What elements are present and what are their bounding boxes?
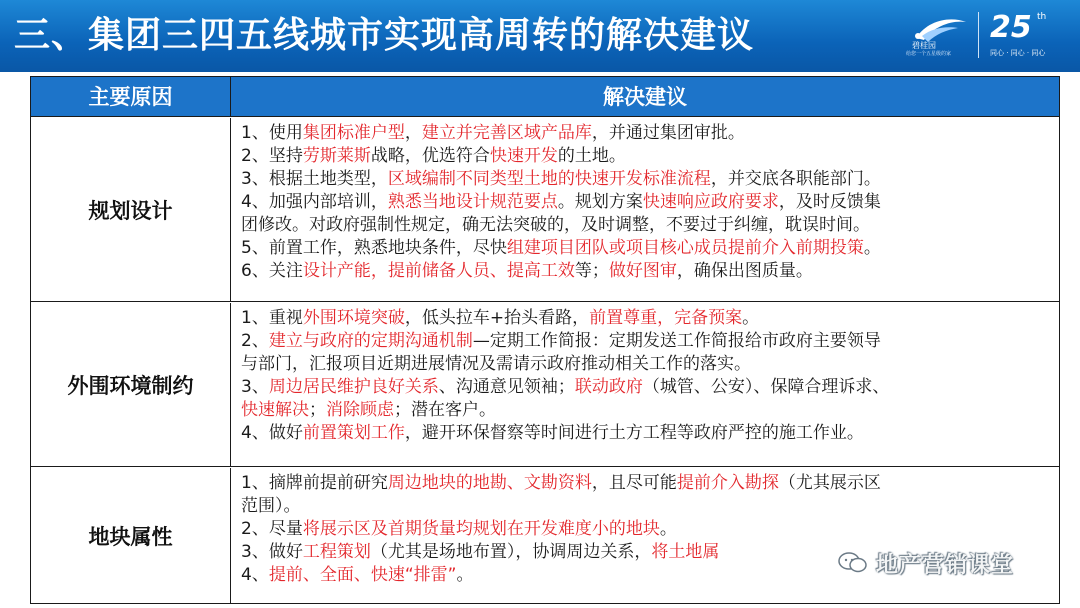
brand-name: 碧桂园: [912, 41, 936, 50]
advice-text: ，低头拉车+抬头看路，: [404, 308, 590, 328]
anniversary-slogan: 同心 · 同心 · 同心: [990, 49, 1046, 57]
anniversary-superscript: th: [1037, 12, 1047, 22]
advice-text: 5、前置工作，熟悉地块条件，尽快: [241, 238, 507, 258]
advice-text: 3、根据土地类型，: [241, 169, 388, 189]
suggestion-table: [30, 76, 1060, 604]
advice-text: —定期工作简报：定期发送工作简报给市政府主要领导: [472, 331, 881, 351]
highlight-text: 建立与政府的定期沟通机制: [268, 331, 473, 351]
advice-line: [241, 376, 1049, 399]
advice-line: [241, 422, 1049, 445]
highlight-text: 快速开发: [489, 146, 558, 166]
highlight-text: 周边地块的地勘、文勘资料: [387, 473, 592, 493]
advice-text: 、沟通意见领袖；: [438, 377, 575, 397]
advice-text: （城管、公安）、保障合理诉求、: [642, 377, 890, 397]
watermark-text: 地产营销课堂: [876, 553, 1015, 578]
advice-text: 2、尽量: [241, 519, 303, 539]
advice-text: 。: [456, 565, 474, 585]
advice-line: [241, 518, 1049, 541]
highlight-text: 将土地属: [651, 542, 720, 562]
advice-line: [241, 353, 1049, 376]
advice-line: [241, 191, 1049, 214]
highlight-text: 工程策划: [302, 542, 371, 562]
advice-text: ，并交底各职能部门。: [710, 169, 881, 189]
advice-text: 等；: [574, 261, 609, 281]
highlight-text: 周边居民维护良好关系: [268, 377, 439, 397]
highlight-text: 前置策划工作: [302, 423, 405, 443]
table-row-environment: [31, 303, 1059, 467]
advice-text: ，避开环保督察等时间进行土方工程等政府严控的施工作业。: [404, 423, 864, 443]
highlight-text: 做好图审: [608, 261, 677, 281]
advice-text: ，并通过集团审批。: [591, 123, 745, 143]
advice-text: 2、: [241, 331, 269, 351]
highlight-text: 建立并完善区域产品库: [421, 123, 592, 143]
advice-text: 1、使用: [241, 123, 303, 143]
logo-area: [906, 8, 1066, 64]
highlight-text: 组建项目团队或项目核心成员提前介入前期投策: [506, 238, 864, 258]
advice-text: 战略，优选符合: [370, 146, 490, 166]
advice-text: （尤其是场地布置），协调周边关系，: [370, 542, 652, 562]
table-row-land: [31, 468, 1059, 604]
reason-cell: 地块属性: [31, 468, 231, 604]
slide-header: [0, 0, 1080, 72]
highlight-text: 将展示区及首期货量均规划在开发难度小的地块: [302, 519, 660, 539]
table-row-planning: [31, 118, 1059, 302]
advice-text: 4、做好: [241, 423, 303, 443]
highlight-text: 消除顾虑: [326, 400, 394, 420]
highlight-text: 联动政府: [574, 377, 643, 397]
wechat-icon: [838, 552, 868, 574]
advice-text: 1、摘牌前提前研究: [241, 473, 388, 493]
advice-text: ，及时反馈集: [778, 192, 881, 212]
advice-text: 。: [863, 238, 881, 258]
advice-line: [241, 168, 1049, 191]
advice-line: [241, 399, 1049, 422]
highlight-text: 设计产能，提前储备人员、提高工效: [302, 261, 575, 281]
advice-line: [241, 330, 1049, 353]
advice-line: [241, 237, 1049, 260]
advice-text: ，且尽可能: [591, 473, 677, 493]
advice-text: 。规划方案: [557, 192, 643, 212]
advice-text: 团修改。对政府强制性规定，确无法突破的，及时调整，不要过于纠缠，耽误时间。: [241, 215, 870, 235]
advice-text: ，: [404, 123, 422, 143]
logo-divider: [978, 12, 979, 58]
advice-text: 4、加强内部培训，: [241, 192, 388, 212]
advice-line: [241, 260, 1049, 283]
anniversary-mark: 25: [990, 10, 1032, 45]
highlight-text: 集团标准户型: [302, 123, 405, 143]
header-main-reason: 主要原因: [31, 77, 231, 117]
table-header-row: [31, 77, 1059, 117]
brand-tagline: 给您一个五星级的家: [906, 51, 952, 57]
advice-line: [241, 214, 1049, 237]
highlight-text: 提前、全面、快速“排雷”: [268, 565, 457, 585]
reason-cell: 规划设计: [31, 118, 231, 301]
advice-text: ；: [309, 400, 326, 420]
highlight-text: 快速解决: [241, 400, 309, 420]
advice-text: 与部门，汇报项目近期进展情况及需请示政府推动相关工作的落实。: [241, 354, 751, 374]
highlight-text: 快速响应政府要求: [642, 192, 779, 212]
reason-cell: 外围环境制约: [31, 303, 231, 466]
advice-text: 6、关注: [241, 261, 303, 281]
advice-text: 。: [742, 308, 760, 328]
highlight-text: 前置尊重，完备预案: [589, 308, 743, 328]
advice-text: 3、: [241, 377, 269, 397]
advice-text: （尤其展示区: [778, 473, 881, 493]
highlight-text: 外围环境突破: [302, 308, 405, 328]
advice-text: 。: [659, 519, 677, 539]
slide-title: 三、集团三四五线城市实现高周转的解决建议: [14, 15, 755, 56]
advice-text: ；潜在客户。: [394, 400, 496, 420]
advice-text: 2、坚持: [241, 146, 303, 166]
advice-text: 1、重视: [241, 308, 303, 328]
advice-line: [241, 307, 1049, 330]
advice-text: 范围）。: [241, 496, 301, 516]
advice-cell: [241, 122, 1049, 283]
advice-text: 3、做好: [241, 542, 303, 562]
advice-line: [241, 145, 1049, 168]
advice-line: [241, 122, 1049, 145]
advice-text: 4、: [241, 565, 269, 585]
highlight-text: 劳斯莱斯: [302, 146, 371, 166]
advice-text: ，确保出图质量。: [676, 261, 813, 281]
advice-text: 的土地。: [557, 146, 626, 166]
header-solution: 解决建议: [603, 85, 687, 109]
highlight-text: 提前介入勘探: [676, 473, 779, 493]
advice-line: [241, 472, 1049, 495]
highlight-text: 区域编制不同类型土地的快速开发标准流程: [387, 169, 711, 189]
highlight-text: 熟悉当地设计规范要点: [387, 192, 558, 212]
advice-line: [241, 495, 1049, 518]
advice-cell: [241, 307, 1049, 445]
